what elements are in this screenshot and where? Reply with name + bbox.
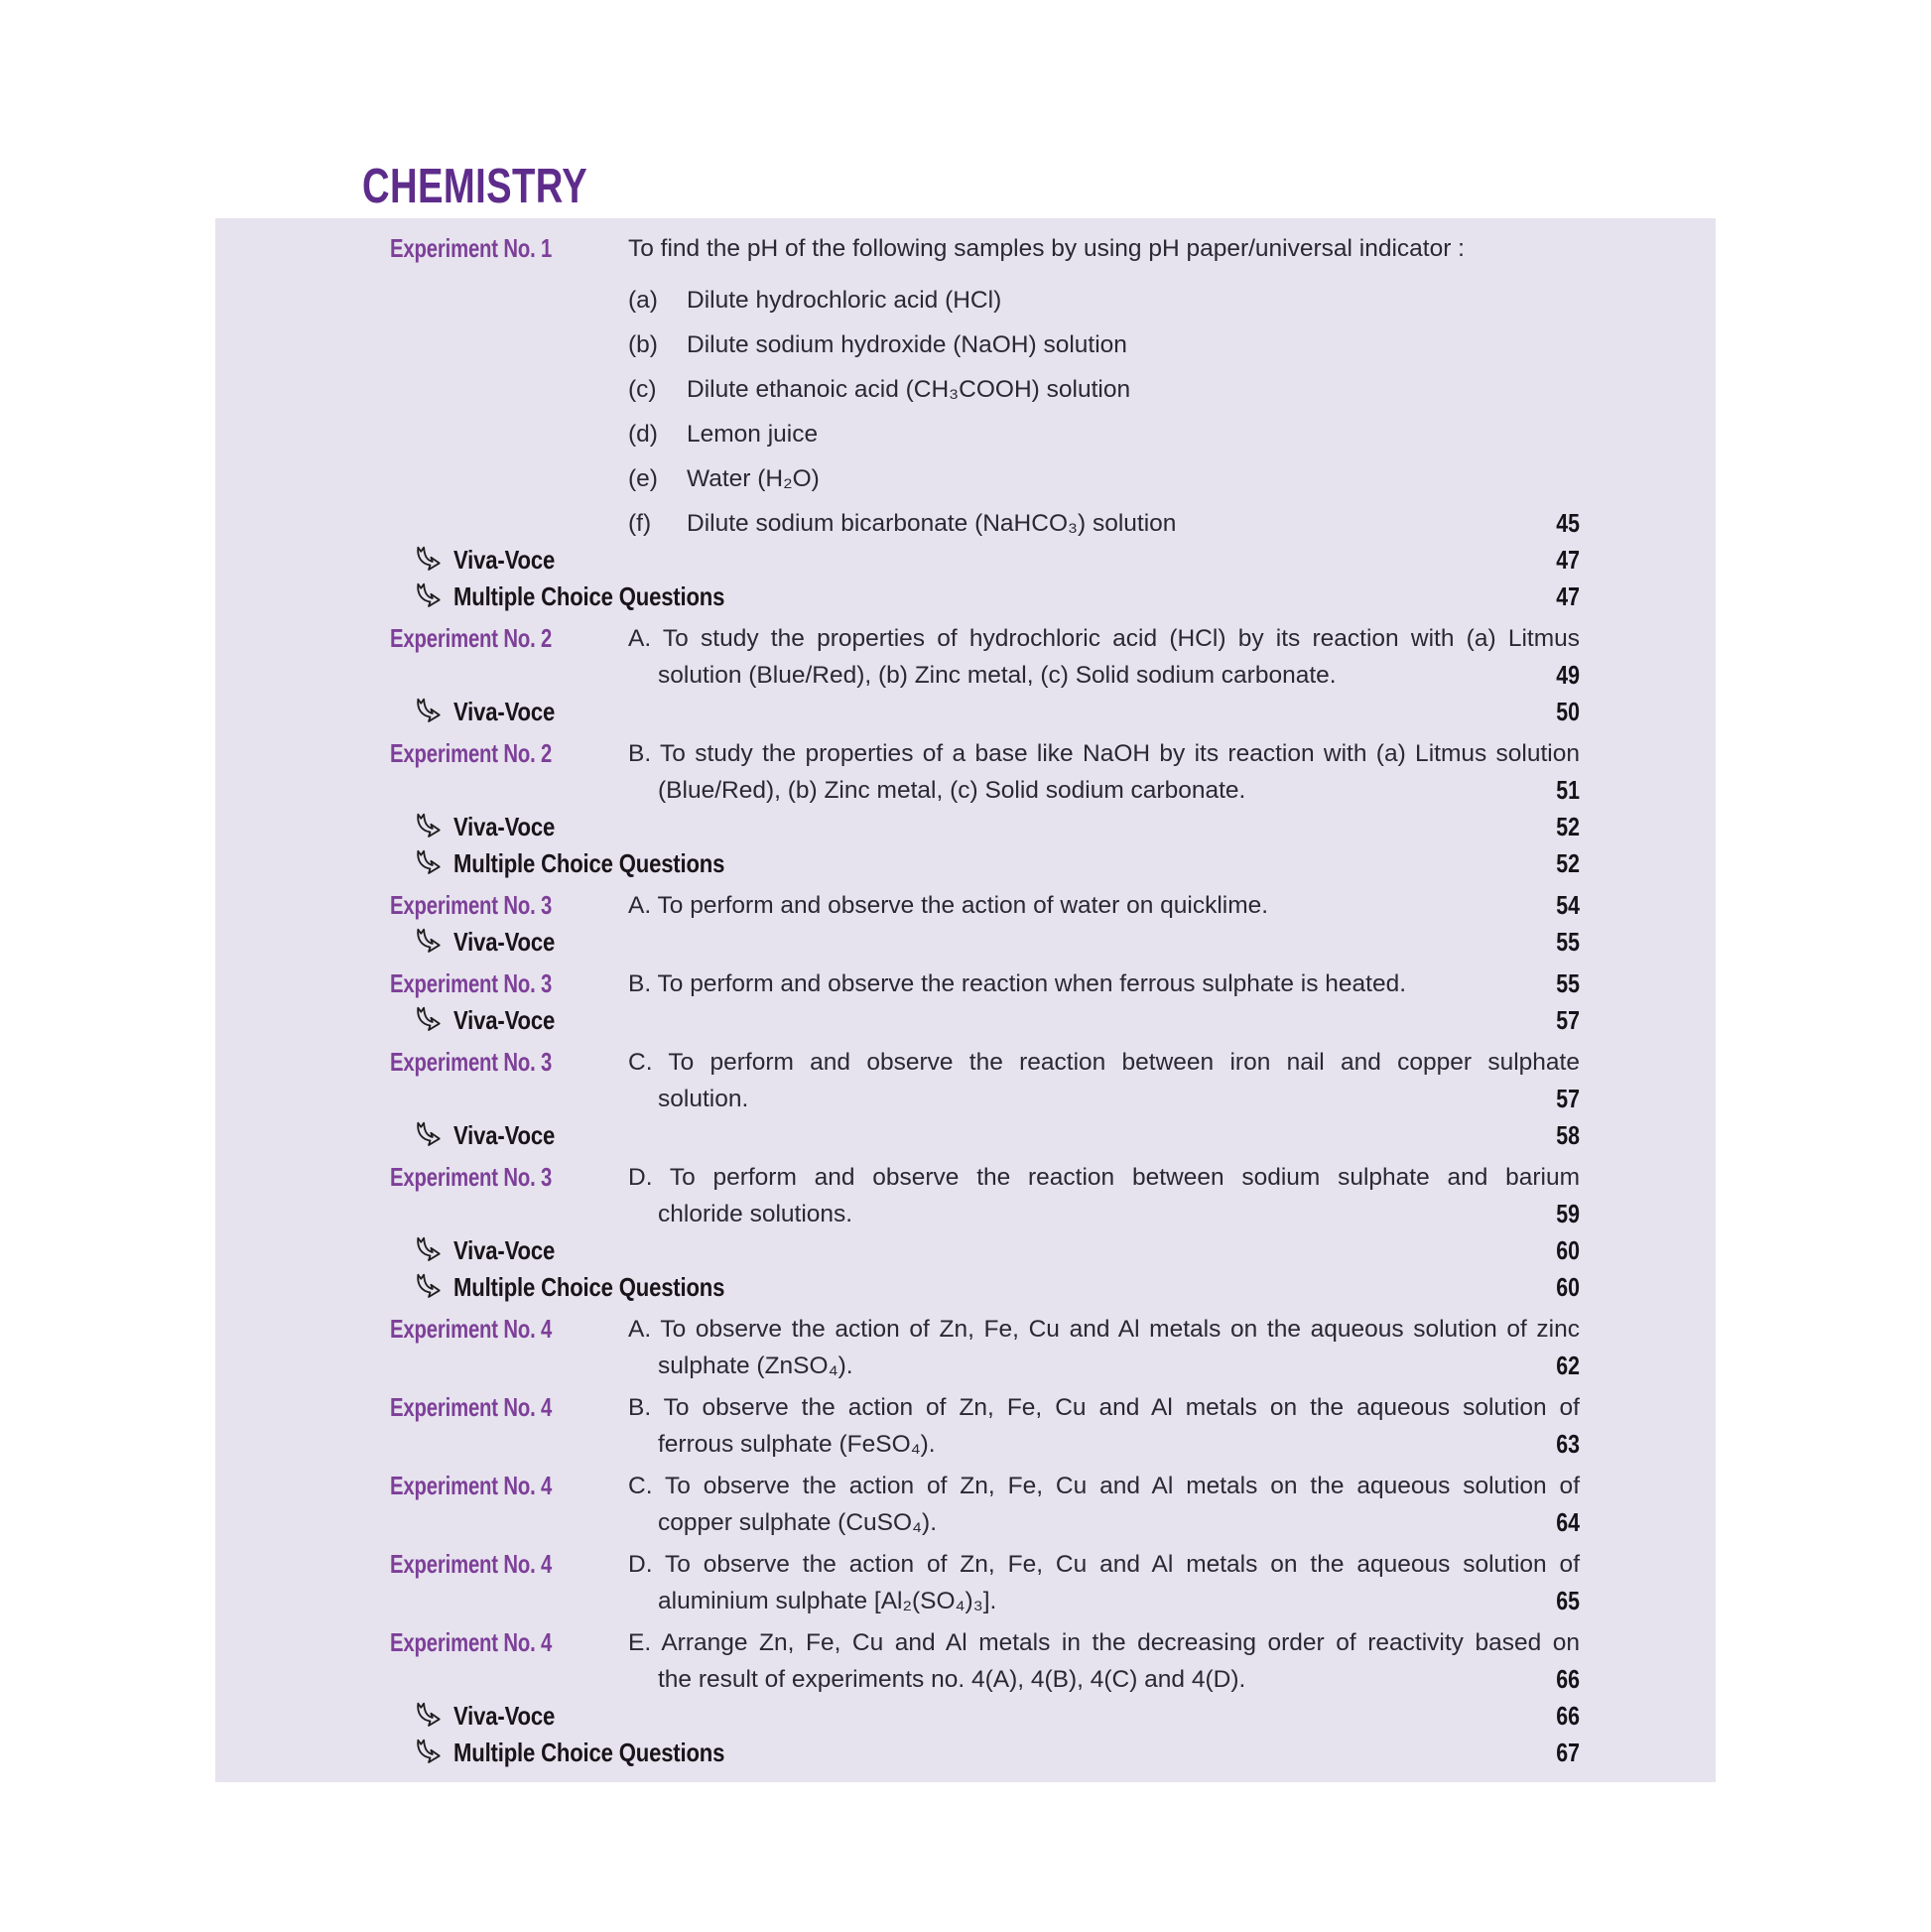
subitem [628, 322, 1580, 367]
curved-arrow-icon [412, 698, 442, 727]
page-number: 66 [1556, 1701, 1580, 1731]
entry-line [628, 887, 1580, 924]
entry-text: (Blue/Red), (b) Zinc metal, (c) Solid sodium carbonate. [658, 777, 1246, 804]
page-number: 62 [1556, 1351, 1580, 1380]
entry-label: Viva-Voce [453, 697, 556, 726]
page-number: 60 [1556, 1235, 1580, 1265]
toc-entry-experiment [215, 1624, 1716, 1698]
experiment-description [628, 887, 1580, 924]
experiment-description [628, 1044, 1580, 1117]
entry-label: Viva-Voce [453, 1120, 556, 1150]
curved-arrow-icon [412, 813, 442, 842]
experiment-label: Experiment No. 3 [390, 890, 553, 920]
subitem [628, 501, 1580, 546]
experiment-label-cell [215, 735, 628, 809]
page-number: 58 [1556, 1120, 1580, 1150]
page-number: 50 [1556, 697, 1580, 726]
entry-text: A. To observe the action of Zn, Fe, Cu and Al metals on the aqueous solution of zinc [628, 1316, 1580, 1343]
experiment-label: Experiment No. 1 [390, 233, 553, 263]
toc-entry-viva-voce [215, 542, 1716, 579]
page-title: CHEMISTRY [362, 160, 588, 213]
entry-line [628, 1081, 1580, 1117]
toc-entry-viva-voce [215, 924, 1716, 961]
experiment-description [628, 966, 1580, 1002]
curved-arrow-icon [412, 1236, 442, 1266]
entry-line [628, 230, 1580, 267]
entry-text: C. To observe the action of Zn, Fe, Cu and Al metals on the aqueous solution of [628, 1473, 1580, 1499]
experiment-label-cell [215, 620, 628, 694]
toc-entry-multiple-choice [215, 579, 1716, 615]
entry-text: solution. [658, 1086, 749, 1112]
experiment-label: Experiment No. 4 [390, 1392, 553, 1422]
curved-arrow-icon [412, 1006, 442, 1036]
experiment-description [628, 1311, 1580, 1384]
entry-label: Viva-Voce [453, 1701, 556, 1731]
experiment-label-cell [215, 1624, 628, 1698]
curved-arrow-icon [412, 1702, 442, 1732]
experiment-label: Experiment No. 3 [390, 1162, 553, 1192]
page-number: 47 [1556, 545, 1580, 575]
subitem-marker: (e) [628, 465, 658, 492]
subitem-text: Dilute sodium bicarbonate (NaHCO₃) solution [687, 510, 1177, 537]
experiment-subitems [628, 278, 1580, 546]
toc-entry-experiment [215, 1389, 1716, 1463]
page-number: 54 [1556, 890, 1580, 920]
page-number: 52 [1556, 848, 1580, 878]
subitem-text: Dilute ethanoic acid (CH₃COOH) solution [687, 376, 1131, 403]
entry-label: Viva-Voce [453, 927, 556, 957]
entry-text: solution (Blue/Red), (b) Zinc metal, (c) Solid sodium carbonate. [658, 662, 1337, 689]
entry-text: chloride solutions. [658, 1201, 853, 1227]
page-number: 66 [1556, 1664, 1580, 1694]
entry-line [628, 1624, 1580, 1661]
toc-entry-experiment [215, 887, 1716, 924]
entry-label: Multiple Choice Questions [453, 1738, 725, 1767]
entry-text: A. To study the properties of hydrochloric acid (HCl) by its reaction with (a) Litmus [628, 625, 1580, 652]
experiment-description [628, 620, 1580, 694]
page-number: 67 [1556, 1738, 1580, 1767]
entry-label: Multiple Choice Questions [453, 848, 725, 878]
page-number: 65 [1556, 1586, 1580, 1615]
toc-entry-viva-voce [215, 1698, 1716, 1735]
subitem [628, 278, 1580, 322]
experiment-description [628, 735, 1580, 809]
toc-entry-viva-voce [215, 1232, 1716, 1269]
entry-line [628, 1348, 1580, 1384]
page-number: 57 [1556, 1005, 1580, 1035]
subitem-marker: (c) [628, 376, 657, 403]
experiment-description [628, 1624, 1580, 1698]
subitem-marker: (b) [628, 331, 658, 358]
page-number: 55 [1556, 968, 1580, 998]
entry-line [628, 966, 1580, 1002]
experiment-description [628, 1546, 1580, 1619]
entry-line [628, 1583, 1580, 1619]
toc-entry-experiment [215, 1311, 1716, 1384]
experiment-label-cell [215, 1468, 628, 1541]
experiment-label-cell [215, 887, 628, 924]
toc-entry-experiment [215, 230, 1716, 542]
subitem-text: Dilute sodium hydroxide (NaOH) solution [687, 331, 1127, 358]
entry-label: Viva-Voce [453, 812, 556, 841]
page-number: 49 [1556, 660, 1580, 690]
experiment-label: Experiment No. 2 [390, 738, 553, 768]
page-number: 47 [1556, 581, 1580, 611]
entry-text: To find the pH of the following samples by using pH paper/universal indicator : [628, 235, 1465, 262]
experiment-label: Experiment No. 2 [390, 623, 553, 653]
entry-text: D. To perform and observe the reaction between sodium sulphate and barium [628, 1164, 1580, 1191]
subitem-text: Water (H₂O) [687, 465, 820, 492]
page-number: 45 [1556, 508, 1580, 538]
entry-text: copper sulphate (CuSO₄). [658, 1509, 937, 1536]
curved-arrow-icon [412, 1739, 442, 1768]
experiment-label-cell [215, 966, 628, 1002]
page-number: 63 [1556, 1429, 1580, 1459]
entry-text: sulphate (ZnSO₄). [658, 1352, 853, 1379]
curved-arrow-icon [412, 928, 442, 958]
entry-line [628, 1426, 1580, 1463]
experiment-label-cell [215, 1044, 628, 1117]
toc-entry-experiment [215, 1546, 1716, 1619]
subitem-marker: (a) [628, 287, 658, 314]
experiment-description [628, 1159, 1580, 1232]
subitem-marker: (d) [628, 421, 658, 448]
entry-line [628, 1546, 1580, 1583]
curved-arrow-icon [412, 546, 442, 576]
experiment-label: Experiment No. 3 [390, 1047, 553, 1077]
entry-line [628, 1468, 1580, 1504]
toc-entry-experiment [215, 1468, 1716, 1541]
entry-line [628, 1311, 1580, 1348]
entry-line [628, 1196, 1580, 1232]
page-number: 57 [1556, 1084, 1580, 1113]
entry-label: Viva-Voce [453, 545, 556, 575]
subitem [628, 456, 1580, 501]
experiment-description [628, 1468, 1580, 1541]
page-number: 59 [1556, 1199, 1580, 1228]
toc-entry-viva-voce [215, 694, 1716, 730]
toc-entry-viva-voce [215, 1002, 1716, 1039]
entry-text: C. To perform and observe the reaction between iron nail and copper sulphate [628, 1049, 1580, 1076]
entry-text: B. To study the properties of a base like NaOH by its reaction with (a) Litmus solution [628, 740, 1580, 767]
curved-arrow-icon [412, 1273, 442, 1303]
entry-line [628, 1661, 1580, 1698]
entry-label: Multiple Choice Questions [453, 1272, 725, 1302]
subitem-marker: (f) [628, 510, 652, 537]
toc-entry-viva-voce [215, 809, 1716, 845]
toc-entry-experiment [215, 1159, 1716, 1232]
curved-arrow-icon [412, 1121, 442, 1151]
entry-label: Multiple Choice Questions [453, 581, 725, 611]
entry-label: Viva-Voce [453, 1005, 556, 1035]
toc-entry-experiment [215, 1044, 1716, 1117]
subitem [628, 367, 1580, 412]
entry-line [628, 735, 1580, 772]
experiment-label-cell [215, 1389, 628, 1463]
toc-entry-experiment [215, 735, 1716, 809]
experiment-label-cell [215, 1311, 628, 1384]
page-number: 52 [1556, 812, 1580, 841]
subitem-text: Dilute hydrochloric acid (HCl) [687, 287, 1002, 314]
experiment-label-cell [215, 1546, 628, 1619]
entry-text: D. To observe the action of Zn, Fe, Cu and Al metals on the aqueous solution of [628, 1551, 1580, 1578]
subitem-text: Lemon juice [687, 421, 819, 448]
entry-line [628, 1504, 1580, 1541]
experiment-label: Experiment No. 4 [390, 1314, 553, 1344]
toc-entry-experiment [215, 966, 1716, 1002]
experiment-label-cell [215, 230, 628, 542]
entry-text: B. To observe the action of Zn, Fe, Cu and Al metals on the aqueous solution of [628, 1394, 1580, 1421]
entry-line [628, 1044, 1580, 1081]
toc-entry-multiple-choice [215, 1735, 1716, 1771]
entry-text: ferrous sulphate (FeSO₄). [658, 1431, 936, 1458]
experiment-label: Experiment No. 3 [390, 968, 553, 998]
toc-entry-viva-voce [215, 1117, 1716, 1154]
experiment-label: Experiment No. 4 [390, 1549, 553, 1579]
page-number: 55 [1556, 927, 1580, 957]
entry-line [628, 1159, 1580, 1196]
entry-line [628, 772, 1580, 809]
entry-text: aluminium sulphate [Al₂(SO₄)₃]. [658, 1588, 997, 1614]
page-number: 64 [1556, 1507, 1580, 1537]
entry-label: Viva-Voce [453, 1235, 556, 1265]
page-number: 51 [1556, 775, 1580, 805]
entry-text: B. To perform and observe the reaction when ferrous sulphate is heated. [628, 970, 1407, 997]
toc-panel [215, 218, 1716, 1782]
curved-arrow-icon [412, 849, 442, 879]
toc-entry-multiple-choice [215, 1269, 1716, 1306]
experiment-description [628, 1389, 1580, 1463]
entry-text: the result of experiments no. 4(A), 4(B), 4(C) and 4(D). [658, 1666, 1246, 1693]
entry-line [628, 620, 1580, 657]
page-number: 60 [1556, 1272, 1580, 1302]
experiment-label: Experiment No. 4 [390, 1471, 553, 1500]
entry-line [628, 1389, 1580, 1426]
subitem [628, 412, 1580, 456]
entry-text: E. Arrange Zn, Fe, Cu and Al metals in the decreasing order of reactivity based on [628, 1629, 1580, 1656]
experiment-label: Experiment No. 4 [390, 1627, 553, 1657]
entry-text: A. To perform and observe the action of water on quicklime. [628, 892, 1269, 919]
toc-entry-multiple-choice [215, 845, 1716, 882]
experiment-description [628, 230, 1580, 542]
curved-arrow-icon [412, 582, 442, 612]
entry-line [628, 657, 1580, 694]
toc-entry-experiment [215, 620, 1716, 694]
experiment-label-cell [215, 1159, 628, 1232]
